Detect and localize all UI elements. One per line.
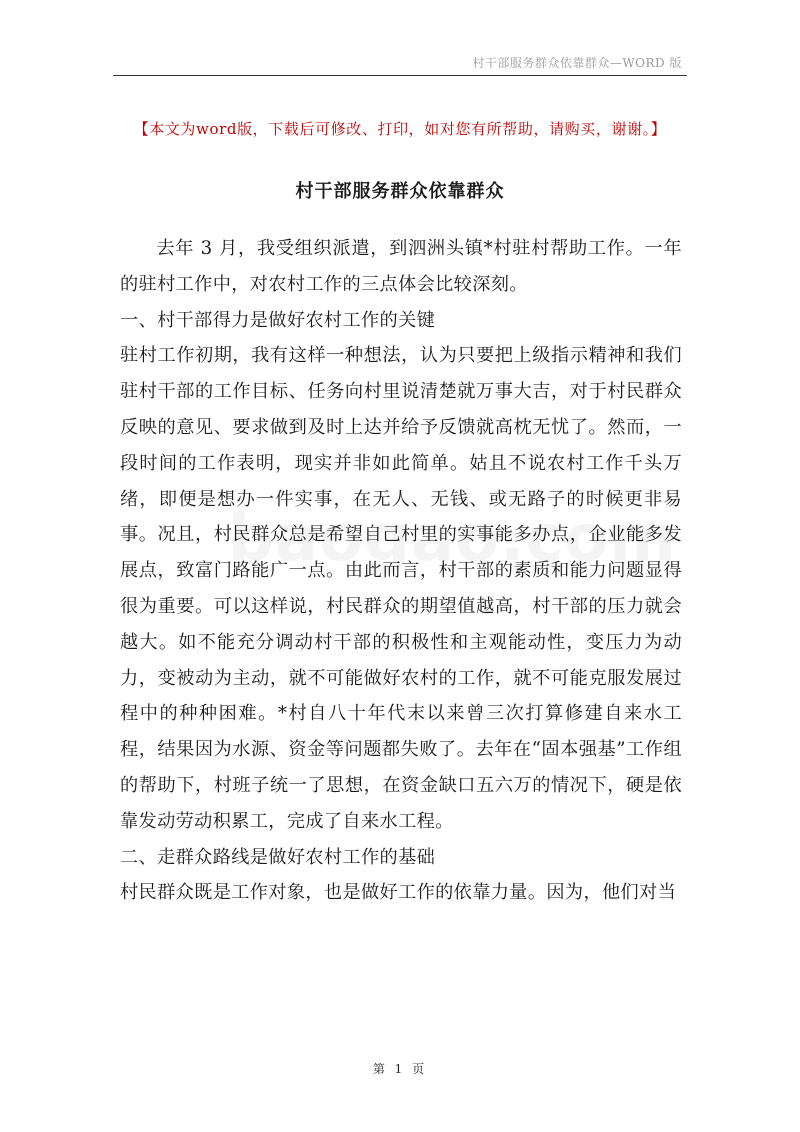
document-title: 村干部服务群众依靠群众	[295, 181, 505, 202]
section-heading-2: 二、走群众路线是做好农村工作的基础	[120, 846, 436, 868]
page-number: 第 1 页	[372, 1062, 428, 1076]
body-paragraph: 驻村工作初期，我有这样一种想法，认为只要把上级指示精神和我们驻村干部的工作目标、任务向村里说清楚就万事大吉，对于村民群众反映的意见、要求做到及时上达并给予反馈就高枕无忧了。然而，一段时间的工作表明，现实并非如此简单。姑且不说农村工作千头万绪，即便是想办一件实事，在无人、无钱、或无路子的时候更非易事。况且，村民群众总是希望自己村里的实事能多办点，企业能多发展点，致富门路能广一点。由此而言，村干部的素质和能力问题显得很为重要。可以这样说，村民群众的期望值越高，村干部的压力就会越大。如不能充分调动村干部的积极性和主观能动性，变压力为动力，变被动为主动，就不可能做好农村的工作，就不可能克服发展过程中的种种困难。*村自八十年代末以来曾三次打算修建自来水工程，结果因为水源、资金等问题都失败了。去年在“固本强基”工作组的帮助下，村班子统一了思想，在资金缺口五六万的情况下，硬是依靠发动劳动积累工，完成了自来水工程。	[120, 345, 682, 832]
purchase-notice: 【本文为word版，下载后可修改、打印，如对您有所帮助，请购买，谢谢。】	[133, 120, 667, 138]
body-paragraph-continued: 村民群众既是工作对象，也是做好工作的依靠力量。因为，他们对当	[120, 882, 677, 904]
document-body	[120, 231, 682, 911]
section-heading-1: 一、村干部得力是做好农村工作的关键	[120, 309, 436, 331]
running-header: 村干部服务群众依靠群众—WORD 版	[472, 56, 682, 70]
header-divider	[113, 75, 687, 76]
intro-paragraph: 去年 3 月，我受组织派遣，到泗洲头镇*村驻村帮助工作。一年的驻村工作中，对农村工作的三点体会比较深刻。	[120, 238, 682, 295]
